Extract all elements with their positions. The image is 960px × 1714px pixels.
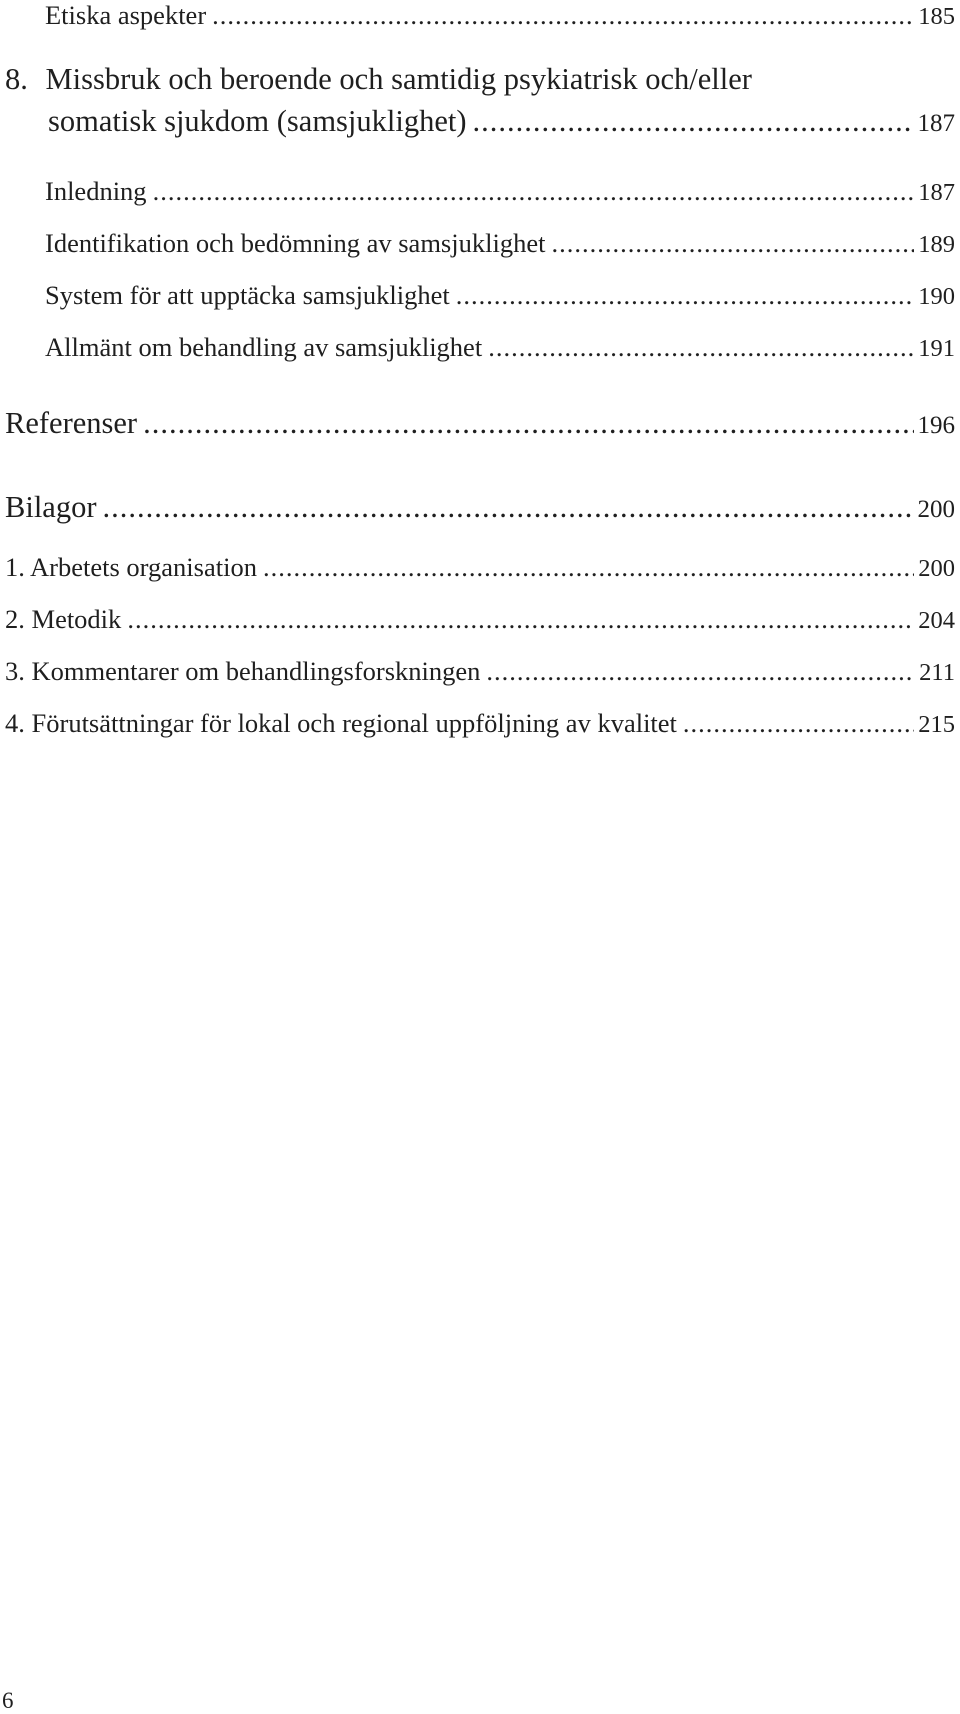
chapter-number: 8. <box>5 62 28 96</box>
toc-leader-dots <box>127 604 914 635</box>
toc-entry-title: Bilagor <box>5 490 97 524</box>
toc-entry-title: 3. Kommentarer om behandlingsforskningen <box>5 656 481 686</box>
toc-entry-title: Etiska aspekter <box>45 0 207 30</box>
toc-entry-title: 1. Arbetets organisation <box>5 552 257 582</box>
toc-leader-dots <box>473 104 914 139</box>
toc-entry-page: 200 <box>918 555 955 582</box>
toc-entry-bilaga-1[interactable] <box>0 552 955 583</box>
toc-leader-dots <box>683 708 914 739</box>
toc-entry-title: Inledning <box>45 176 147 206</box>
toc-entry-page: 211 <box>919 659 955 686</box>
toc-leader-dots <box>103 490 914 525</box>
toc-entry-title: Referenser <box>5 406 138 440</box>
toc-entry-title: Identifikation och bedömning av samsjuklighet <box>45 228 546 258</box>
toc-entry-page: 185 <box>918 3 955 30</box>
toc-entry-identifikation[interactable] <box>0 228 955 259</box>
toc-leader-dots <box>486 656 915 687</box>
toc-entry-title: System för att upptäcka samsjuklighet <box>45 280 450 310</box>
toc-entry-bilagor[interactable] <box>0 490 955 525</box>
chapter-title-line2: somatisk sjukdom (samsjuklighet) <box>48 104 467 138</box>
toc-entry-system[interactable] <box>0 280 955 311</box>
toc-leader-dots <box>551 228 914 259</box>
toc-leader-dots <box>263 552 914 583</box>
toc-entry-page: 190 <box>918 283 955 310</box>
toc-leader-dots <box>143 406 913 441</box>
page-number: 6 <box>2 1688 14 1713</box>
toc-entry-page: 187 <box>918 179 955 206</box>
toc-entry-chapter-8[interactable] <box>0 104 955 139</box>
toc-leader-dots <box>153 176 915 207</box>
toc-entry-bilaga-4[interactable] <box>0 708 955 739</box>
toc-chapter-heading[interactable] <box>5 62 752 97</box>
toc-entry-page: 204 <box>918 607 955 634</box>
toc-entry-bilaga-2[interactable] <box>0 604 955 635</box>
toc-entry-referenser[interactable] <box>0 406 955 441</box>
toc-entry-page: 187 <box>917 110 955 137</box>
toc-entry-title: 2. Metodik <box>5 604 122 634</box>
toc-leader-dots <box>212 0 914 31</box>
toc-entry-allmant[interactable] <box>0 332 955 363</box>
toc-entry-page: 196 <box>917 412 955 439</box>
toc-entry-page: 191 <box>918 335 955 362</box>
toc-entry-title: Allmänt om behandling av samsjuklighet <box>45 332 483 362</box>
chapter-title-line1: Missbruk och beroende och samtidig psykiatrisk och/eller <box>45 62 752 96</box>
toc-leader-dots <box>488 332 914 363</box>
toc-entry-inledning[interactable] <box>0 176 955 207</box>
toc-entry-bilaga-3[interactable] <box>0 656 955 687</box>
toc-entry-page: 215 <box>918 711 955 738</box>
toc-entry-etiska-aspekter[interactable] <box>0 0 955 31</box>
toc-entry-page: 189 <box>918 231 955 258</box>
toc-leader-dots <box>456 280 914 311</box>
toc-entry-page: 200 <box>917 496 955 523</box>
toc-entry-title: 4. Förutsättningar för lokal och regional uppföljning av kvalitet <box>5 708 677 738</box>
